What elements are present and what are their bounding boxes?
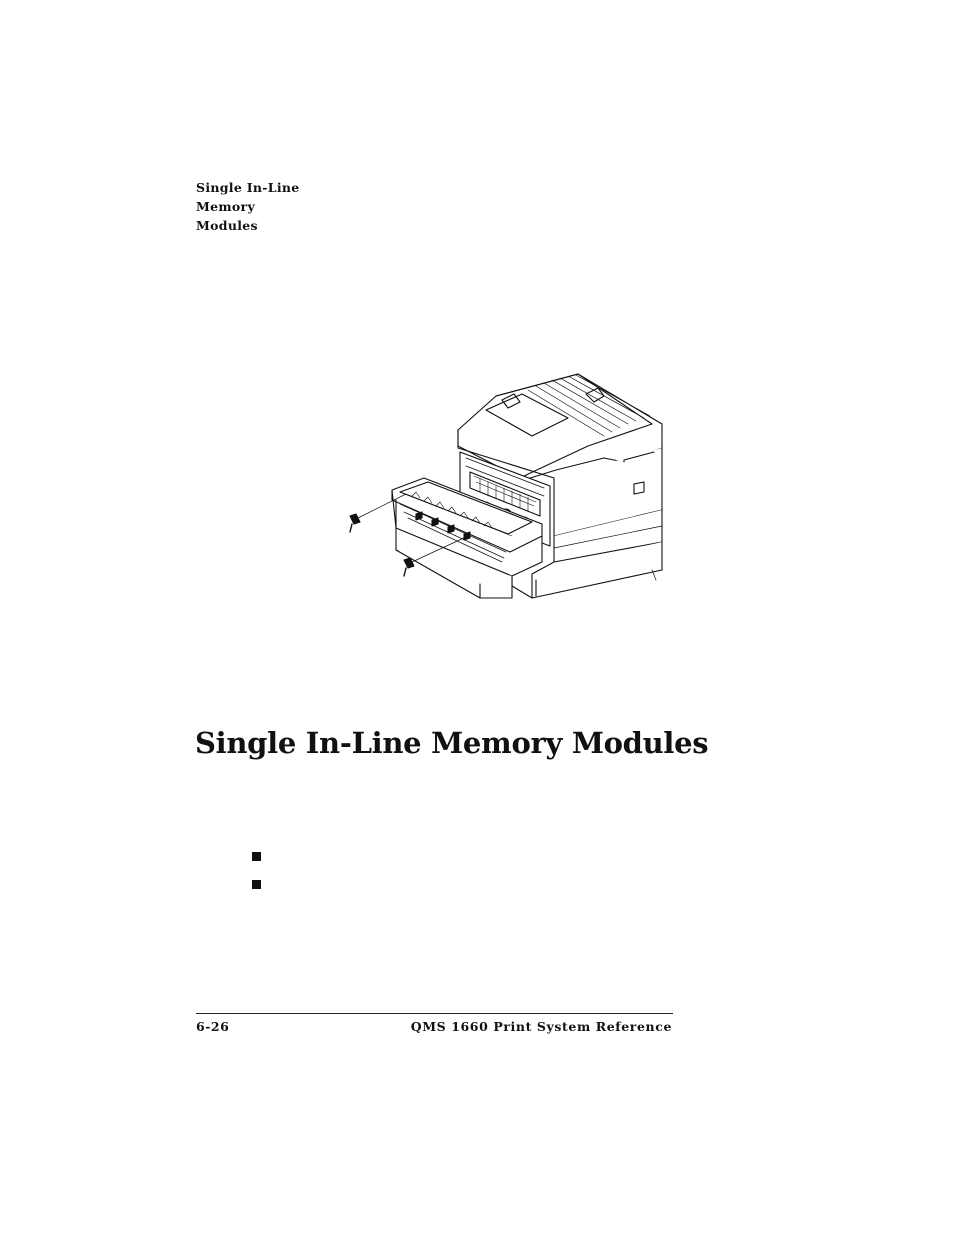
side-heading <box>196 178 326 235</box>
list-item <box>252 870 273 898</box>
bullet-list <box>252 842 273 898</box>
side-heading-line-1: Single In-Line <box>196 180 300 195</box>
side-heading-line-2: Memory <box>196 199 256 214</box>
printer-illustration <box>336 366 672 612</box>
section-title: Single In-Line Memory Modules <box>195 726 709 760</box>
book-title: QMS 1660 Print System Reference <box>410 1019 672 1034</box>
square-bullet-icon <box>252 852 261 861</box>
square-bullet-icon <box>252 880 261 889</box>
side-heading-line-3: Modules <box>196 218 258 233</box>
page-number: 6-26 <box>196 1019 230 1034</box>
footer-divider <box>196 1013 673 1014</box>
list-item <box>252 842 273 870</box>
